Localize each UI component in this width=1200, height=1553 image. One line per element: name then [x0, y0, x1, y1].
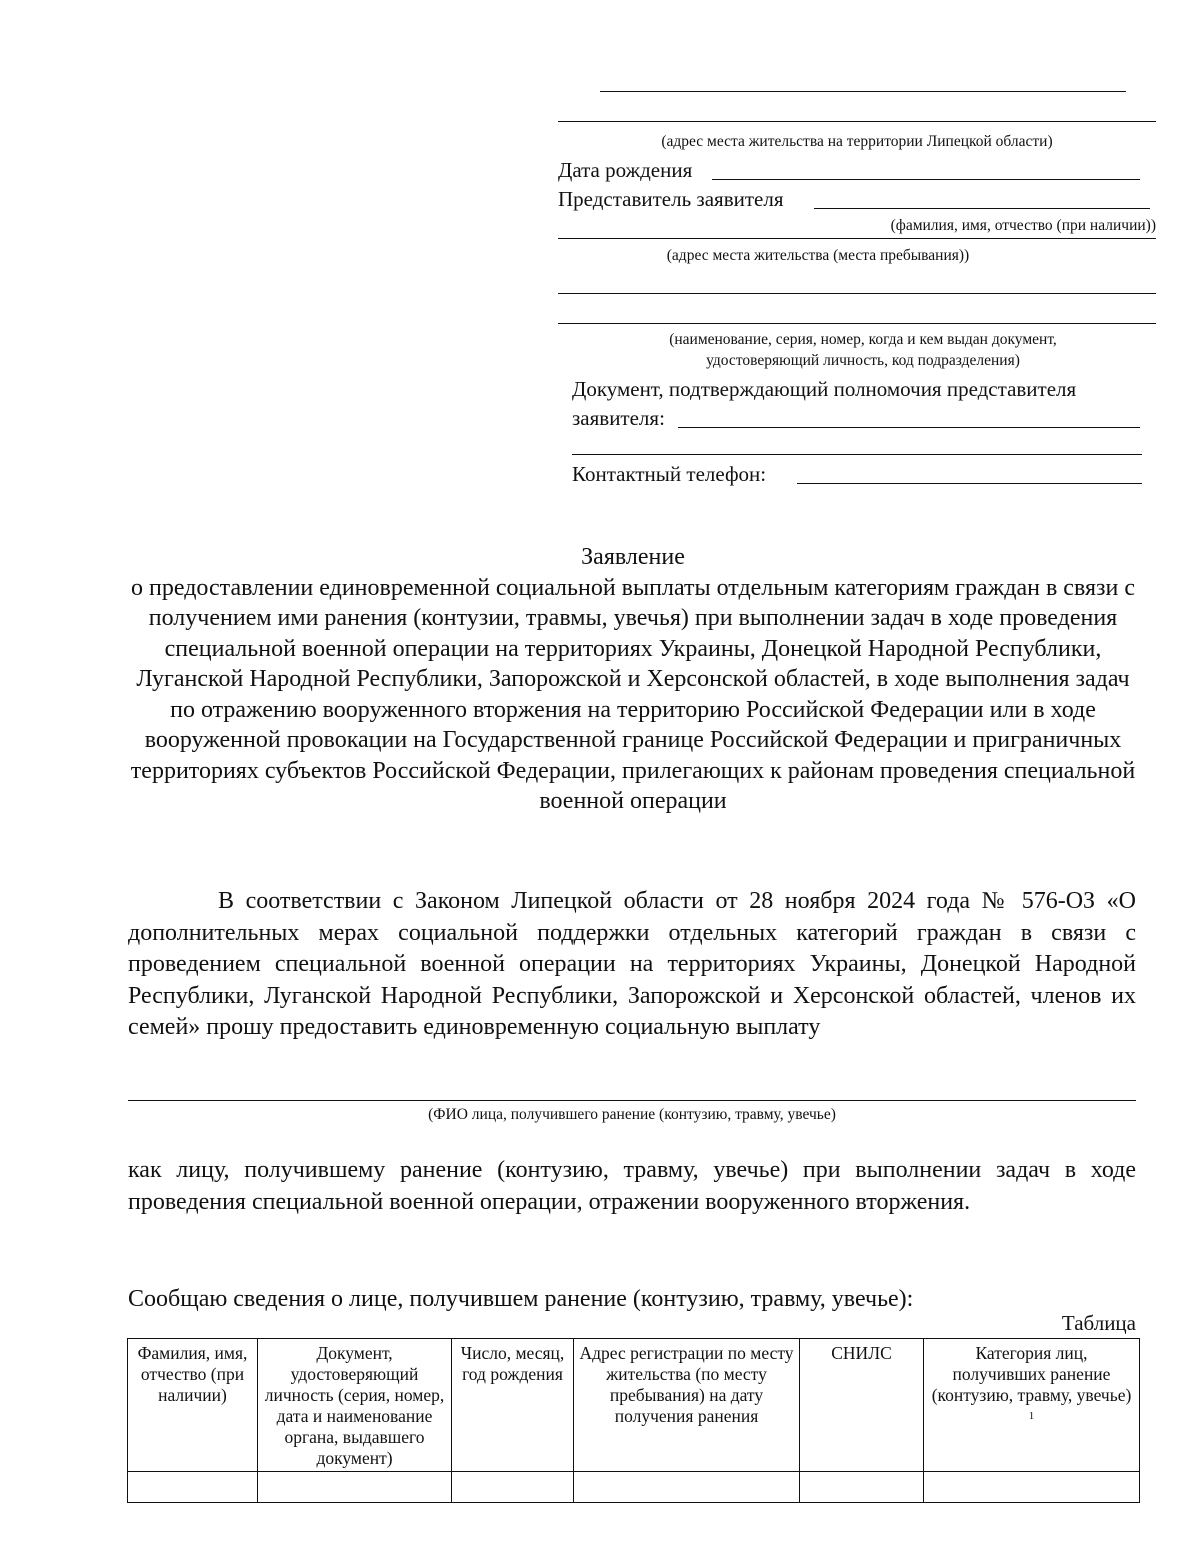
table-label: Таблица	[1061, 1311, 1136, 1335]
request-paragraph: В соответствии с Законом Липецкой области от 28 ноября 2024 года № 576-ОЗ «О дополнительных мерах социальной поддержки отдельных категорий граждан в связи с проведением специальной военной операции на территориях Украины, Донецкой Народной Республики, Луганской Народной Республики, Запорожской и Херсонской областей, членов их семей» прошу предоставить единовременную социальную выплату	[128, 888, 1136, 1040]
recipient-line[interactable]	[600, 91, 1126, 92]
injured-info-table	[127, 1338, 1140, 1503]
authority-doc-line[interactable]	[678, 427, 1140, 428]
cell-snils[interactable]	[800, 1472, 924, 1503]
table-header-row	[128, 1339, 1140, 1472]
id-doc-line-1[interactable]	[558, 293, 1156, 294]
col-header-category-text: Категория лиц, получивших ранение (контузию, травму, увечье)	[931, 1343, 1132, 1405]
cell-fio[interactable]	[128, 1472, 258, 1503]
col-header-address: Адрес регистрации по месту жительства (по месту пребывания) на дату получения ранения	[574, 1339, 800, 1472]
authority-doc-label-cont: заявителя:	[572, 406, 665, 430]
representative-label: Представитель заявителя	[558, 187, 784, 211]
id-doc-caption-line1: (наименование, серия, номер, когда и кем выдан документ,	[669, 331, 1057, 348]
representative-line[interactable]	[814, 208, 1150, 209]
rep-address-line[interactable]	[558, 238, 1156, 239]
cell-id-doc[interactable]	[258, 1472, 452, 1503]
cell-address[interactable]	[574, 1472, 800, 1503]
birth-date-line[interactable]	[712, 179, 1140, 180]
col-header-id-doc: Документ, удостоверяющий личность (серия, номер, дата и наименование органа, выдавшего документ)	[258, 1339, 452, 1472]
title-heading: Заявление	[581, 544, 685, 570]
id-doc-line-2[interactable]	[558, 323, 1156, 324]
table-row	[128, 1472, 1140, 1503]
fio-injured-caption: (ФИО лица, получившего ранение (контузию, травму, увечье)	[428, 1106, 836, 1123]
status-paragraph: как лицу, получившему ранение (контузию, травму, увечье) при выполнении задач в ходе проведения специальной военной операции, отражении вооруженного вторжения.	[128, 1157, 1136, 1215]
cell-birth-date[interactable]	[452, 1472, 574, 1503]
fio-caption: (фамилия, имя, отчество (при наличии))	[890, 217, 1156, 234]
address-line[interactable]	[558, 121, 1156, 122]
address-caption: (адрес места жительства на территории Липецкой области)	[661, 133, 1053, 150]
phone-label: Контактный телефон:	[572, 462, 767, 486]
document-title	[128, 542, 1138, 817]
fio-injured-line[interactable]	[128, 1100, 1136, 1101]
id-doc-caption-line2: удостоверяющий личность, код подразделения)	[706, 352, 1020, 369]
footnote-mark: 1	[1028, 1410, 1035, 1422]
cell-category[interactable]	[924, 1472, 1140, 1503]
title-subtitle: о предоставлении единовременной социальной выплаты отдельным категориям граждан в связи с получением ими ранения (контузии, травмы, увечья) при выполнении задач в ходе проведения специальной военной операции на территориях Украины, Донецкой Народной Республики, Луганской Народной Республики, Запорожской и Херсонской областей, в ходе выполнения задач по отражению вооруженного вторжения на территорию Российской Федерации или в ходе вооруженной провокации на Государственной границе Российской Федерации и приграничных территориях субъектов Российской Федерации, прилегающих к районам проведения специальной военной операции	[130, 574, 1136, 814]
col-header-birth-date: Число, месяц, год рождения	[452, 1339, 574, 1472]
phone-line[interactable]	[797, 483, 1142, 484]
authority-doc-label: Документ, подтверждающий полномочия представителя	[572, 377, 1077, 401]
col-header-fio: Фамилия, имя, отчество (при наличии)	[128, 1339, 258, 1472]
col-header-snils: СНИЛС	[800, 1339, 924, 1472]
col-header-category	[924, 1339, 1140, 1472]
birth-date-label: Дата рождения	[558, 158, 693, 182]
authority-doc-line-2[interactable]	[572, 454, 1142, 455]
info-intro-paragraph: Сообщаю сведения о лице, получившем ранение (контузию, травму, увечье):	[128, 1286, 914, 1312]
rep-address-caption: (адрес места жительства (места пребывания))	[666, 247, 970, 264]
